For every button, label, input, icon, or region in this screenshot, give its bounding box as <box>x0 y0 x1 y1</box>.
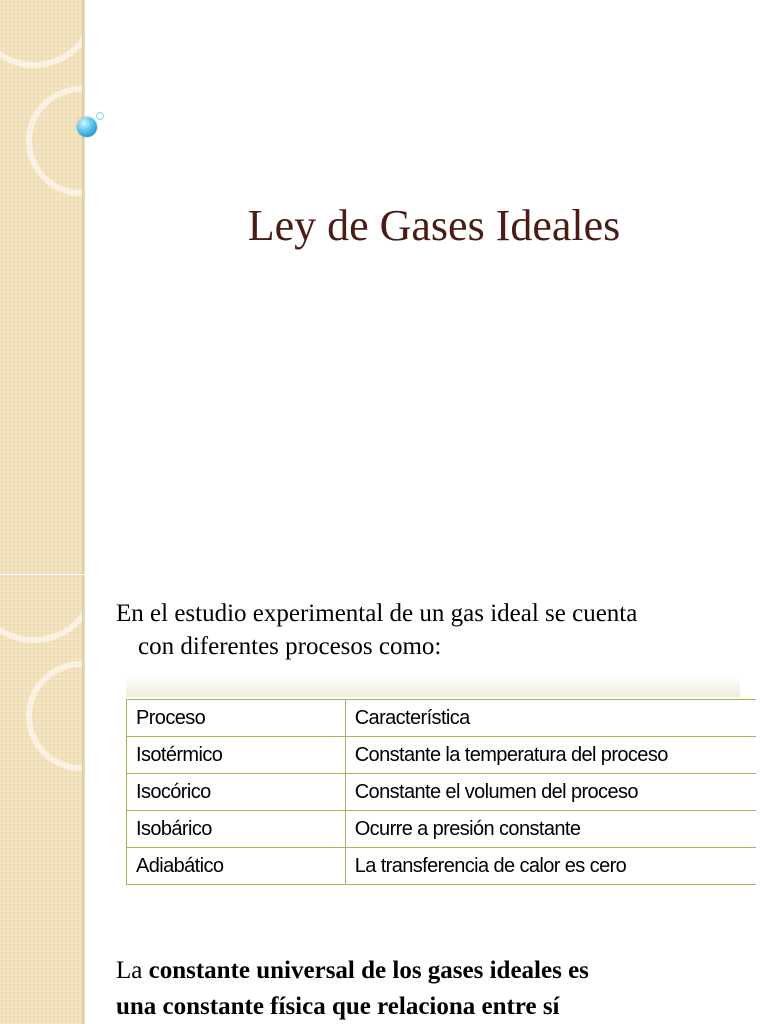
blue-bubble-icon <box>77 117 97 137</box>
processes-table <box>126 699 756 885</box>
table-row <box>127 848 757 885</box>
constant-paragraph <box>116 953 756 1024</box>
constant-bold-text-2: una constante física que relaciona entre sí <box>116 993 560 1020</box>
band-edge <box>82 575 85 1024</box>
decorative-ring-icon <box>26 661 136 771</box>
intro-line-1: En el estudio experimental de un gas ideal se cuenta <box>116 600 638 627</box>
process-description-cell: Constante el volumen del proceso <box>345 774 756 811</box>
table-header-row <box>127 700 757 737</box>
process-name-cell: Isocórico <box>127 774 346 811</box>
constant-prefix: La <box>116 957 143 984</box>
header-cell-proceso: Proceso <box>127 700 346 737</box>
process-description-cell: Ocurre a presión constante <box>345 811 756 848</box>
decorative-side-band <box>0 575 82 1024</box>
table-shadow <box>126 675 740 697</box>
intro-paragraph <box>116 597 746 663</box>
table-row <box>127 774 757 811</box>
process-description-cell: Constante la temperatura del proceso <box>345 737 756 774</box>
constant-line-2 <box>116 989 756 1024</box>
table-row <box>127 811 757 848</box>
process-name-cell: Isobárico <box>127 811 346 848</box>
process-name-cell: Adiabático <box>127 848 346 885</box>
content-slide <box>0 575 768 1024</box>
band-edge <box>82 0 85 574</box>
slide-title: Ley de Gases Ideales <box>247 201 621 250</box>
table-row <box>127 737 757 774</box>
decorative-side-band <box>0 0 82 574</box>
intro-line-2: con diferentes procesos como: <box>138 633 442 660</box>
process-description-cell: La transferencia de calor es cero <box>345 848 756 885</box>
constant-bold-text-1: constante universal de los gases ideales es <box>148 957 589 984</box>
process-name-cell: Isotérmico <box>127 737 346 774</box>
small-bubble-icon <box>96 112 104 120</box>
constant-line-1 <box>116 953 756 989</box>
decorative-ring-icon <box>26 86 136 196</box>
header-cell-caracteristica: Característica <box>345 700 756 737</box>
